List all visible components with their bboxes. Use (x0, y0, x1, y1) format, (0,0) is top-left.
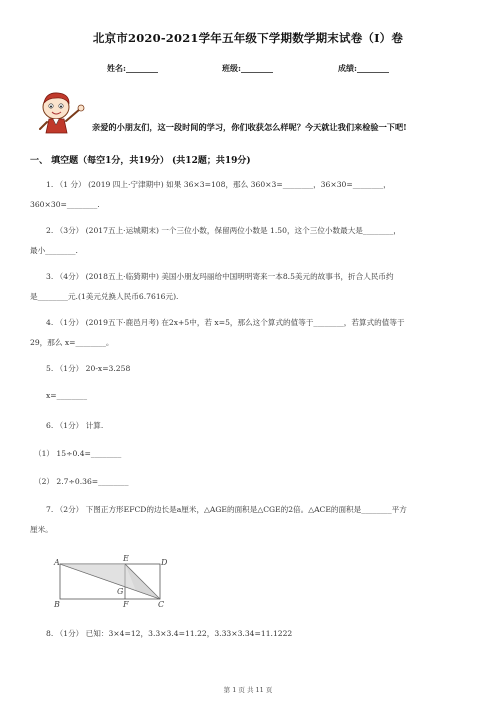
question-3-line-1: 3. （4分） (2018五上·临猗期中) 美国小朋友玛丽给中国明明寄来一本8.5美元的故事书，折合人民币约 (46, 272, 394, 281)
question-6-sub-2: （2） 2.7÷0.36=________ (34, 477, 129, 486)
score-field-label: 成绩:________ (338, 63, 389, 73)
question-3-line-2: 是________元.(1美元兑换人民币6.7616元). (30, 292, 179, 301)
question-6-line-1: 6. （1分） 计算. (46, 421, 104, 430)
question-2-line-1: 2. （3分） (2017五上·运城期末) 一个三位小数，保留两位小数是 1.50，这个三位小数最大是________， (46, 226, 401, 235)
question-7-line-1: 7. （2分） 下图正方形EFCD的边长是a厘米，△AGE的面积是△CGE的2倍。△ACE的面积是________平方 (46, 505, 407, 514)
question-4-line-1: 4. （1分） (2019五下·鹿邑月考) 在2x+5中，若 x=5，那么这个算式的值等于________，若算式的值等于 (46, 318, 405, 327)
page-title: 北京市2020-2021学年五年级下学期数学期末试卷（I）卷 (92, 31, 404, 45)
label-f: F (123, 600, 129, 609)
question-6-sub-1: （1） 15÷0.4=________ (34, 449, 122, 458)
page-footer: 第 1 页 共 11 页 (223, 686, 273, 694)
question-2-line-2: 最小________. (30, 246, 78, 255)
name-field-label: 姓名:________ (107, 63, 158, 73)
label-d: D (161, 558, 168, 567)
question-5-answer: x=________ (46, 391, 88, 400)
encouragement-text: 亲爱的小朋友们，这一段时间的学习，你们收获怎么样呢？今天就让我们来检验一下吧! (92, 122, 407, 132)
label-g: G (117, 587, 124, 596)
class-field-label: 班级:________ (222, 63, 273, 73)
label-c: C (158, 600, 165, 609)
label-b: B (54, 600, 60, 609)
question-1-line-2: 360×30=________. (30, 200, 100, 209)
label-a: A (54, 558, 60, 567)
question-5-line-1: 5. （1分） 20-x=3.258 (46, 364, 131, 373)
label-e: E (123, 555, 129, 563)
section-heading: 一、 填空题（每空1分，共19分） (共12题；共19分) (30, 156, 251, 166)
question-7-line-2: 厘米。 (30, 525, 53, 534)
question-1-line-1: 1. （1 分） (2019 四上·宁津期中) 如果 36×3=108，那么 360×3=________，36×30=________， (46, 180, 391, 189)
mascot-illustration (36, 89, 88, 135)
geometry-figure (50, 555, 175, 611)
question-4-line-2: 29，那么 x=________。 (30, 338, 114, 347)
question-8-line-1: 8. （1分） 已知：3×4=12，3.3×3.4=11.22，3.33×3.34=11.1222 (46, 629, 293, 638)
